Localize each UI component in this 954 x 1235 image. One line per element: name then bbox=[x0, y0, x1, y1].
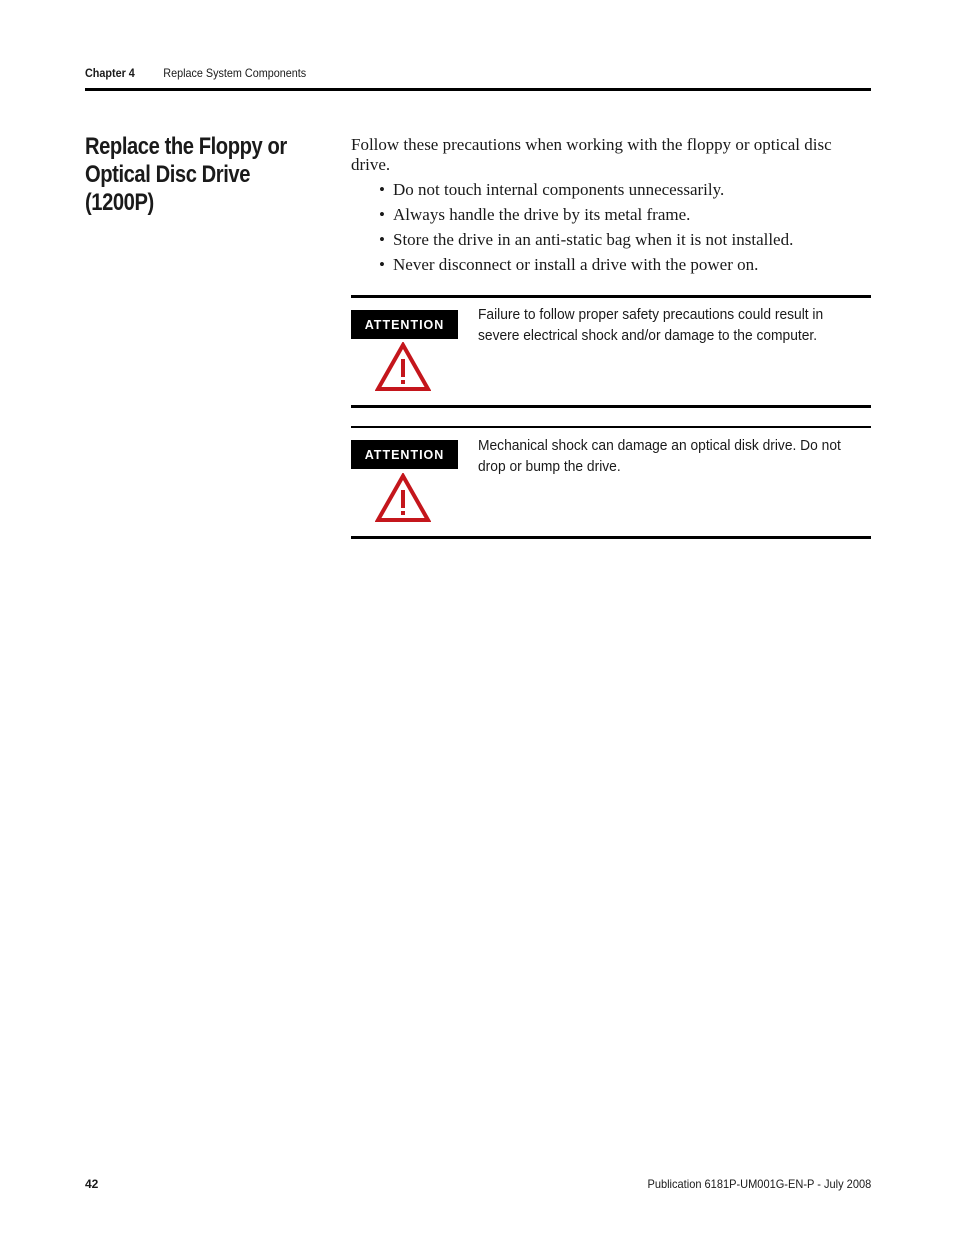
intro-paragraph: Follow these precautions when working with the floppy or optical disc drive. bbox=[351, 135, 832, 174]
attention-badge: ATTENTION bbox=[351, 310, 458, 339]
attention-rule-bottom bbox=[351, 405, 871, 408]
attention-text: Failure to follow proper safety precautions could result in severe electrical shock and/or damage to the computer. bbox=[478, 306, 824, 344]
list-item bbox=[379, 205, 869, 230]
list-item-text: Never disconnect or install a drive with the power on. bbox=[393, 255, 759, 274]
list-item-text: Store the drive in an anti-static bag when it is not installed. bbox=[393, 230, 794, 249]
section-label: Replace System Components bbox=[163, 66, 307, 80]
attention-badge: ATTENTION bbox=[351, 440, 458, 469]
attention-rule-top bbox=[351, 295, 871, 298]
attention-rule-bottom bbox=[351, 536, 871, 539]
list-item bbox=[379, 255, 869, 280]
list-item-text: Always handle the drive by its metal frame. bbox=[393, 205, 691, 224]
section-title-line-1: Replace the Floppy or bbox=[85, 133, 287, 160]
list-item bbox=[379, 230, 869, 255]
section-title-line-2: Optical Disc Drive (1200P) bbox=[85, 161, 250, 216]
page-number: 42 bbox=[85, 1177, 99, 1191]
warning-triangle-icon bbox=[375, 342, 431, 392]
attention-text: Mechanical shock can damage an optical disk drive. Do not drop or bump the drive. bbox=[478, 437, 841, 475]
bullet-icon: • bbox=[379, 180, 385, 199]
bullet-icon: • bbox=[379, 230, 385, 249]
header-rule bbox=[85, 88, 871, 91]
bullet-icon: • bbox=[379, 205, 385, 224]
section-title bbox=[85, 133, 320, 217]
list-item-text: Do not touch internal components unnecessarily. bbox=[393, 180, 725, 199]
precautions-list bbox=[379, 180, 869, 280]
publication-info: Publication 6181P-UM001G-EN-P - July 2008 bbox=[647, 1177, 871, 1191]
bullet-icon: • bbox=[379, 255, 385, 274]
running-header bbox=[85, 66, 792, 80]
list-item bbox=[379, 180, 869, 205]
warning-triangle-icon bbox=[375, 473, 431, 523]
attention-rule-top bbox=[351, 426, 871, 428]
chapter-label: Chapter 4 bbox=[85, 66, 135, 80]
